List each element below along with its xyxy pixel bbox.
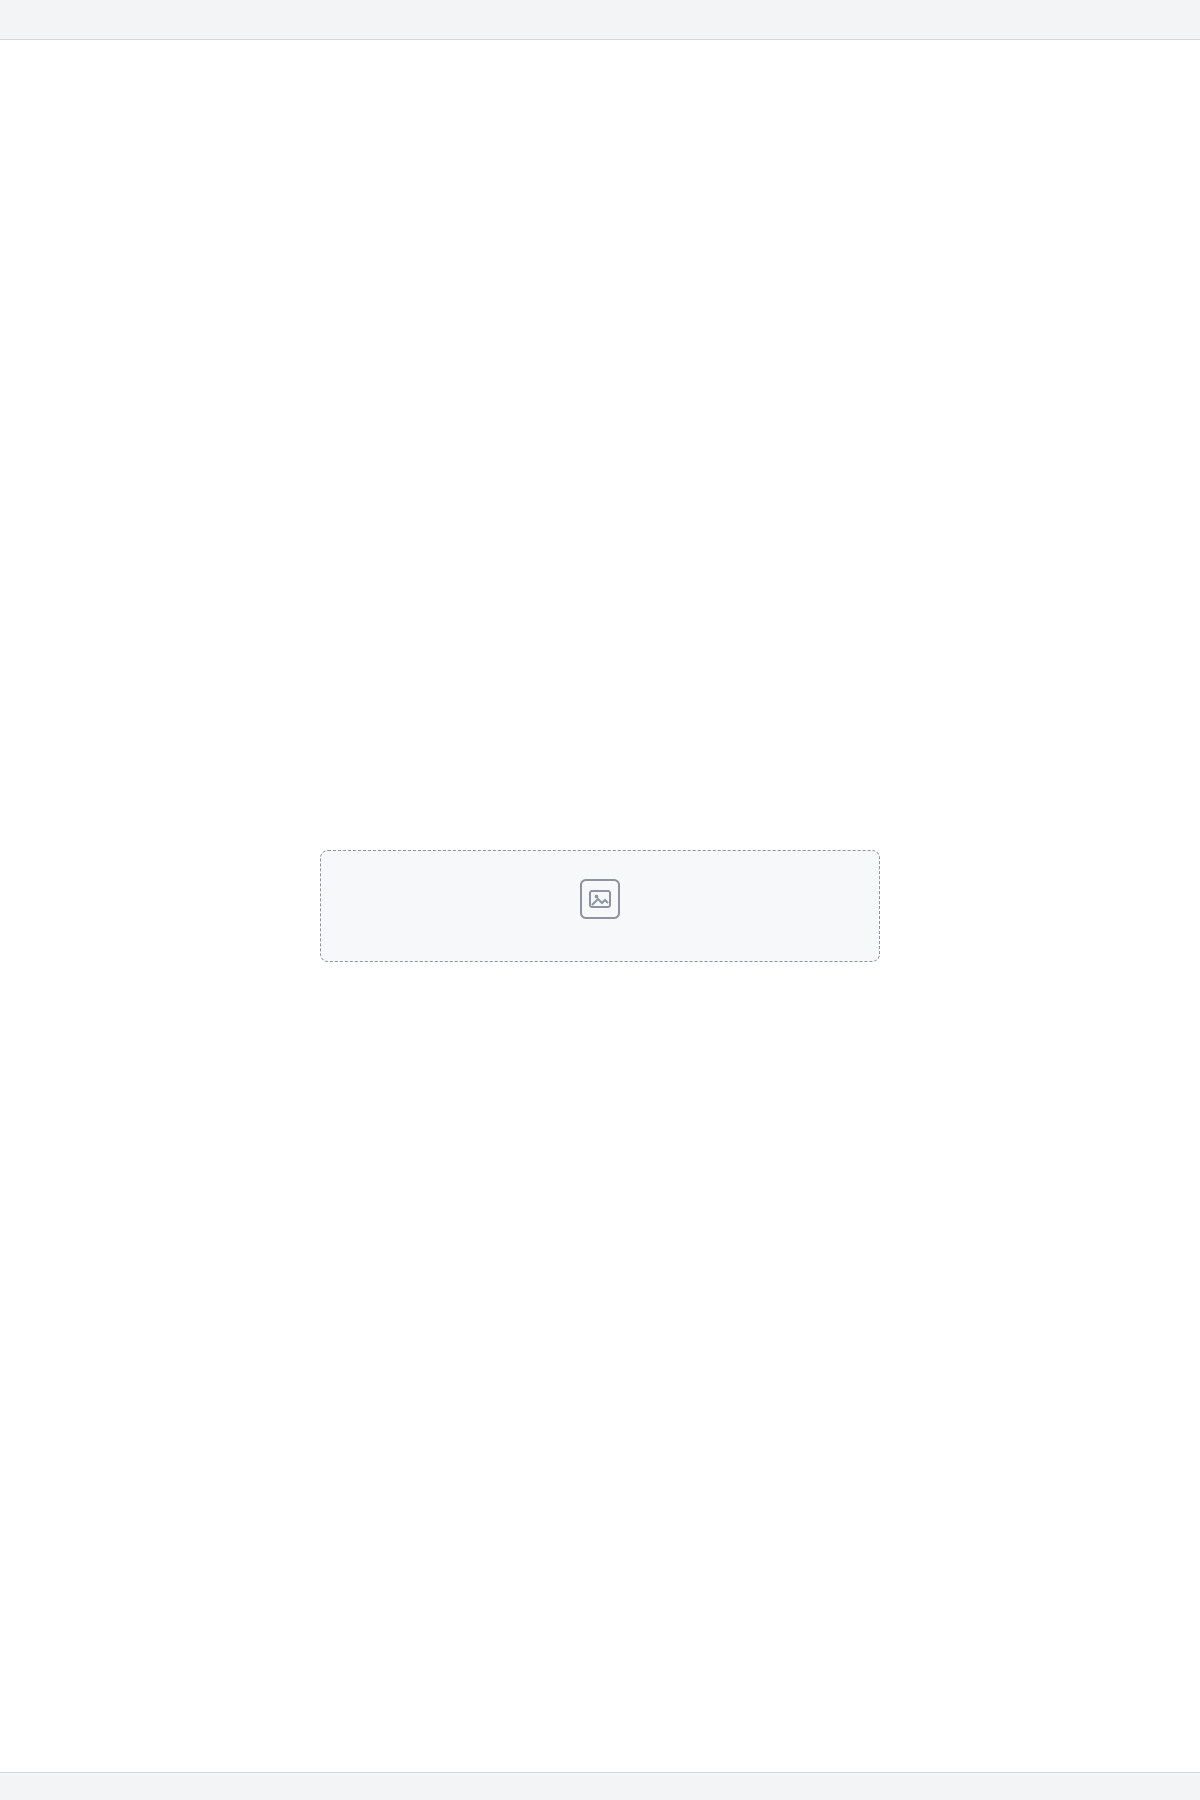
content-placeholder	[320, 850, 880, 962]
main-content-area	[0, 40, 1200, 1772]
title-bar	[0, 0, 1200, 40]
status-bar	[0, 1772, 1200, 1800]
image-placeholder-icon	[580, 879, 620, 919]
